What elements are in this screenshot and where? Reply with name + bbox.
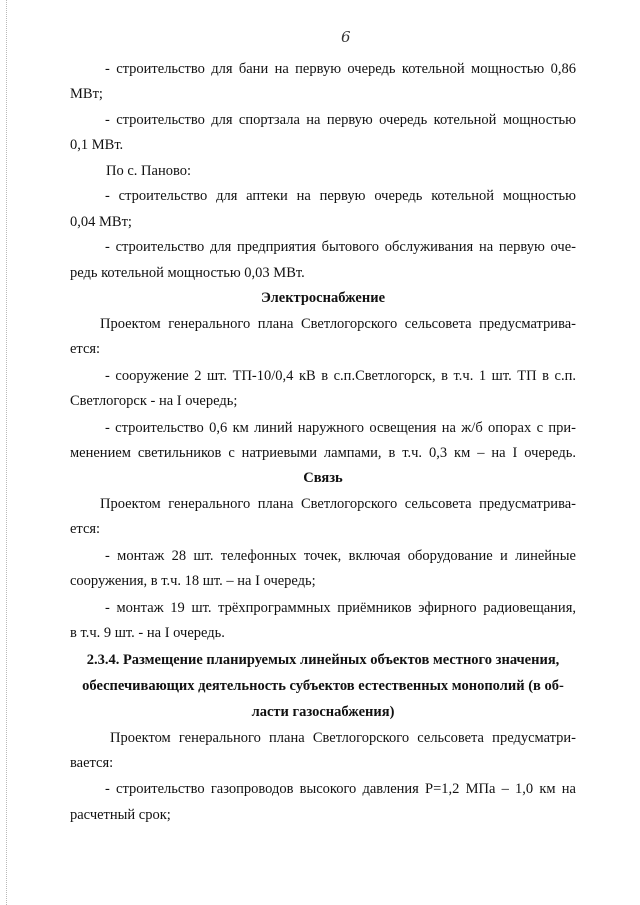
text-line: - монтаж 28 шт. телефонных точек, включая оборудование и линейные [105, 548, 576, 564]
page-number: 6 [341, 28, 351, 46]
section-heading: Электроснабжение [260, 290, 385, 306]
subsection-heading: 2.3.4. Размещение планируемых линейных объектов местного значения, [86, 652, 560, 668]
text-line: Проектом генерального плана Светлогорского сельсовета предусматрива- [100, 496, 576, 512]
text-line: По с. Паново: [106, 163, 191, 179]
text-line: Светлогорск - на I очередь; [70, 393, 238, 409]
text-line: сооружения, в т.ч. 18 шт. – на I очередь; [70, 573, 316, 589]
text-line: - строительство для аптеки на первую очередь котельной мощностью [105, 188, 576, 204]
text-line: менением светильников с натриевыми лампами, в т.ч. 0,3 км – на I очередь. [70, 445, 576, 461]
text-line: - строительство 0,6 км линий наружного освещения на ж/б опорах с при- [105, 420, 576, 436]
text-line: МВт; [70, 86, 103, 102]
text-line: Проектом генерального плана Светлогорского сельсовета предусматрива- [100, 316, 576, 332]
text-line: ется: [70, 521, 101, 537]
text-line: расчетный срок; [70, 807, 171, 823]
section-heading: Связь [303, 470, 343, 486]
text-line: - монтаж 19 шт. трёхпрограммных приёмников эфирного радиовещания, [105, 600, 576, 616]
text-line: - строительство для предприятия бытового обслуживания на первую оче- [105, 239, 576, 255]
text-line: редь котельной мощностью 0,03 МВт. [70, 265, 305, 281]
text-line: Проектом генерального плана Светлогорского сельсовета предусматри- [110, 730, 576, 746]
text-line: в т.ч. 9 шт. - на I очередь. [70, 625, 225, 641]
text-line: ется: [70, 341, 101, 357]
text-line: - сооружение 2 шт. ТП-10/0,4 кВ в с.п.Светлогорск, в т.ч. 1 шт. ТП в с.п. [105, 368, 576, 384]
text-line: вается: [70, 755, 114, 771]
text-line: - строительство для спортзала на первую очередь котельной мощностью [105, 112, 576, 128]
subsection-heading: ласти газоснабжения) [251, 704, 395, 720]
text-line: - строительство для бани на первую очередь котельной мощностью 0,86 [105, 61, 576, 77]
scan-margin-line [6, 0, 7, 905]
text-line: - строительство газопроводов высокого давления Р=1,2 МПа – 1,0 км на [105, 781, 576, 797]
text-line: 0,04 МВт; [70, 214, 132, 230]
text-line: 0,1 МВт. [70, 137, 124, 153]
subsection-heading: обеспечивающих деятельность субъектов естественных монополий (в об- [82, 678, 564, 694]
